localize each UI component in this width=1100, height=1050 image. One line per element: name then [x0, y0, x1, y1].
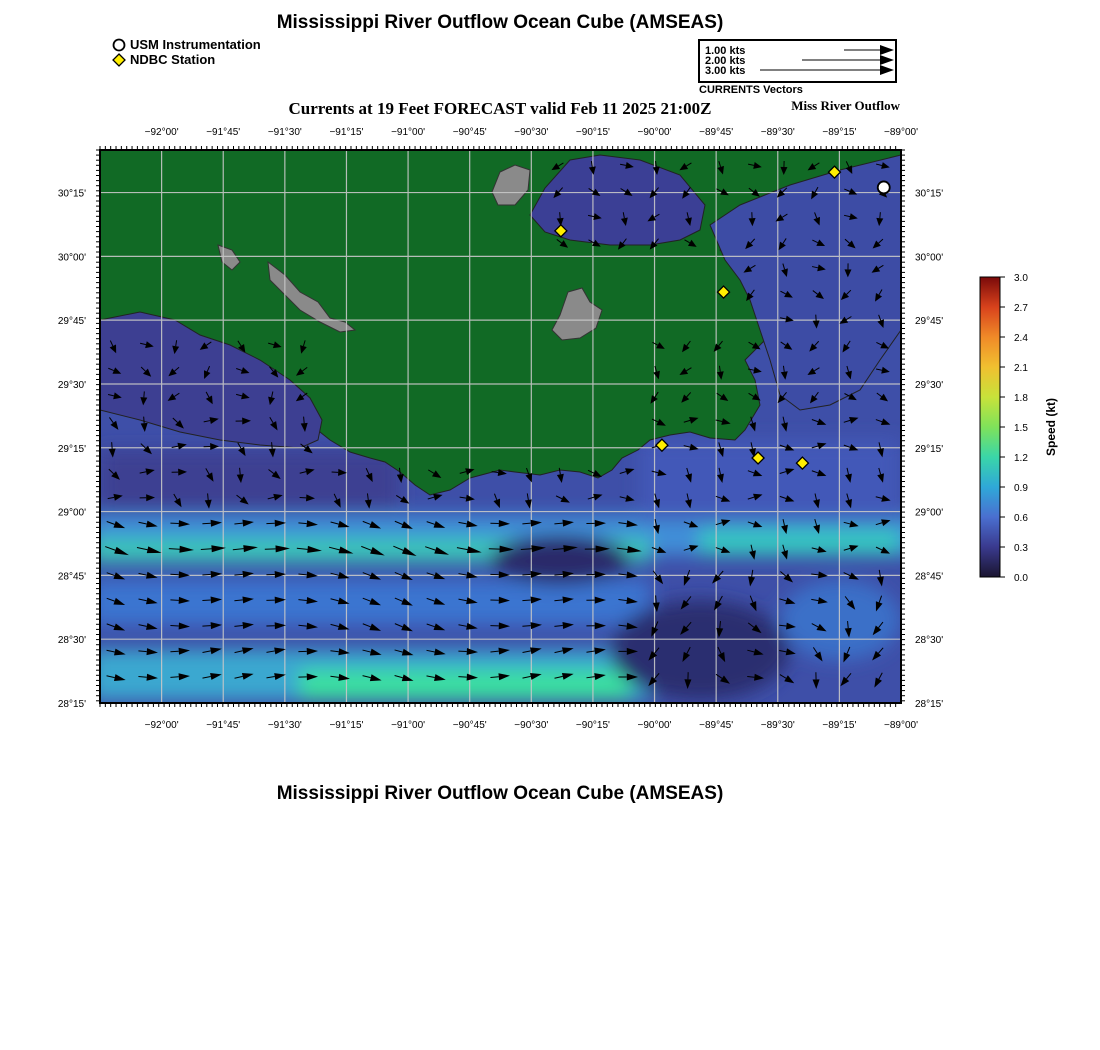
current-arrow-shaft: [202, 600, 210, 601]
current-arrow-shaft: [656, 595, 657, 602]
lon-tick-top: −89°30': [760, 127, 795, 138]
current-arrow-shaft: [720, 621, 721, 628]
lon-tick-top: −91°30': [267, 127, 302, 138]
lon-tick-bottom: −91°30': [267, 720, 302, 731]
page-title: Mississippi River Outflow Ocean Cube (AMSEAS): [276, 12, 724, 33]
lat-tick-right: 29°15': [915, 443, 944, 455]
legend-ndbc-label: NDBC Station: [130, 52, 216, 67]
colorbar-tick-label: 1.8: [1014, 393, 1028, 404]
lon-tick-top: −92°00': [144, 127, 179, 138]
current-arrow-shaft: [522, 600, 530, 601]
colorbar-tick-label: 1.2: [1014, 453, 1028, 464]
colorbar: [980, 277, 1000, 577]
current-arrow-shaft: [169, 549, 180, 550]
lat-tick-right: 28°45': [915, 571, 944, 583]
lon-tick-bottom: −90°00': [637, 720, 672, 731]
lon-tick-top: −91°15': [329, 127, 364, 138]
lat-tick-right: 28°30': [915, 635, 944, 647]
colorbar-tick-label: 0.3: [1014, 543, 1028, 554]
vector-key-3kt: 3.00 kts: [705, 65, 746, 77]
vector-key-1kt: 1.00 kts: [705, 45, 746, 57]
current-arrow-shaft: [656, 161, 657, 167]
current-arrow-shaft: [201, 549, 212, 550]
map-content: [90, 150, 920, 703]
colorbar-tick-label: 0.6: [1014, 513, 1028, 524]
colorbar-tick-label: 1.5: [1014, 423, 1028, 434]
current-arrow-shaft: [522, 574, 530, 575]
lat-tick-right: 28°15': [915, 699, 944, 710]
lat-tick-right: 29°30': [915, 379, 944, 391]
lon-tick-bottom: −91°45': [206, 720, 241, 731]
lat-tick-right: 29°45': [915, 316, 944, 328]
lon-tick-bottom: −92°00': [144, 720, 179, 731]
colorbar-tick-label: 2.1: [1014, 363, 1028, 374]
colorbar-ticks: [1000, 273, 1028, 584]
lon-tick-bottom: −89°15': [822, 720, 857, 731]
current-arrow-shaft: [848, 621, 849, 628]
lat-tick-left: 29°15': [57, 443, 86, 455]
lat-tick-left: 29°45': [57, 316, 86, 328]
colorbar-tick-label: 3.0: [1014, 273, 1028, 284]
lon-tick-bottom: −89°45': [699, 720, 734, 731]
map-subtitle: Currents at 19 Feet FORECAST valid Feb 11 2025 21:00Z: [288, 99, 712, 118]
lat-tick-right: 29°00': [915, 507, 944, 519]
lon-tick-top: −91°00': [391, 127, 426, 138]
lon-tick-top: −89°45': [699, 127, 734, 138]
lat-tick-left: 28°45': [57, 571, 86, 583]
lon-tick-top: −90°30': [514, 127, 549, 138]
lon-tick-top: −90°45': [452, 127, 487, 138]
current-arrow-shaft: [144, 417, 145, 424]
current-arrow-shaft: [138, 651, 146, 652]
lon-tick-bottom: −90°30': [514, 720, 549, 731]
lon-tick-top: −90°15': [575, 127, 610, 138]
lon-tick-top: −89°15': [822, 127, 857, 138]
current-arrow-shaft: [170, 677, 178, 678]
current-arrow-shaft: [170, 651, 178, 652]
lat-tick-left: 28°30': [57, 635, 86, 647]
lat-tick-right: 30°15': [915, 188, 944, 200]
current-arrow-shaft: [880, 212, 881, 218]
usm-station-marker: [878, 181, 890, 193]
lat-tick-left: 30°00': [57, 252, 86, 264]
lon-tick-top: −91°45': [206, 127, 241, 138]
lon-tick-bottom: −90°45': [452, 720, 487, 731]
lat-tick-left: 29°30': [57, 379, 86, 391]
lon-tick-bottom: −91°00': [391, 720, 426, 731]
footer-title: Mississippi River Outflow Ocean Cube (AMSEAS): [276, 783, 724, 804]
colorbar-tick-label: 0.0: [1014, 573, 1028, 584]
lon-tick-bottom: −91°15': [329, 720, 364, 731]
current-arrow-shaft: [304, 417, 305, 424]
lon-tick-bottom: −89°30': [760, 720, 795, 731]
current-arrow-shaft: [522, 523, 530, 524]
lon-tick-bottom: −89°00': [884, 720, 918, 731]
vector-key-caption: CURRENTS Vectors: [699, 84, 803, 96]
lon-tick-bottom: −90°15': [575, 720, 610, 731]
current-arrow-shaft: [202, 626, 210, 627]
current-arrow-shaft: [202, 574, 210, 575]
current-arrow-shaft: [202, 523, 210, 524]
current-arrow-shaft: [522, 626, 530, 627]
colorbar-tick-label: 0.9: [1014, 483, 1028, 494]
current-arrow-shaft: [112, 442, 113, 449]
current-arrow-shaft: [240, 468, 241, 475]
lat-tick-right: 30°00': [915, 252, 944, 264]
legend-usm-label: USM Instrumentation: [130, 37, 261, 52]
lon-tick-top: −89°00': [884, 127, 918, 138]
lon-tick-top: −90°00': [637, 127, 672, 138]
lat-tick-left: 29°00': [57, 507, 86, 519]
lat-tick-left: 28°15': [57, 699, 86, 710]
current-arrow-shaft: [560, 212, 561, 218]
colorbar-tick-label: 2.4: [1014, 333, 1028, 344]
vector-key-2kt: 2.00 kts: [705, 55, 746, 67]
region-label: Miss River Outflow: [791, 98, 900, 113]
colorbar-label: Speed (kt): [1044, 397, 1058, 457]
current-arrow-shaft: [208, 493, 209, 500]
current-arrow-shaft: [138, 677, 146, 678]
current-arrow-shaft: [272, 442, 273, 449]
lat-tick-left: 30°15': [57, 188, 86, 200]
colorbar-tick-label: 2.7: [1014, 303, 1028, 314]
